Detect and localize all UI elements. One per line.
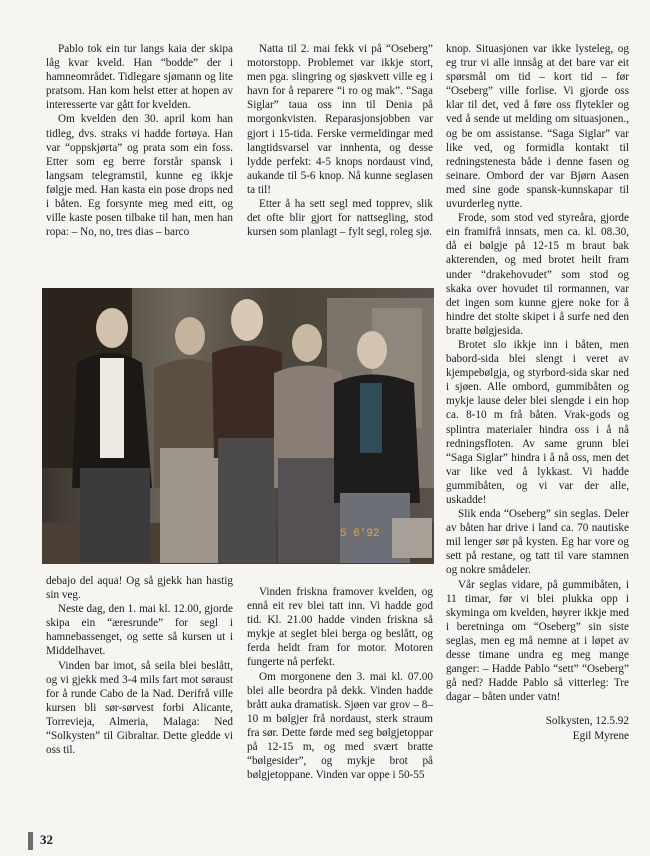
paragraph: Pablo tok ein tur langs kaia der skipa låg kvar kveld. Han “bodde” der i hamneområdet. Tidlegare sjømann og lite pratsom. Han kom helst etter at hopen av interesserte var gått for kvelden. — [46, 43, 233, 112]
paragraph: Om kvelden den 30. april kom han tidleg, dvs. straks vi hadde fortøya. Han var “oppskjørta” og prata som ein foss. Etter som eg berre forstår spansk i langsam telegramstil, kunne eg ikkje følgje med. Han kasta ein pose drops ned i båten. Eg forsynte meg med eitt, og ville kaste posen tilbake til han, men han ropa: – No, no, tres dias – barco — [46, 113, 233, 239]
column-1-bottom — [46, 574, 233, 757]
paragraph: Natta til 2. mai fekk vi på “Oseberg” motorstopp. Problemet var ikkje stort, men pga. slingring og sjøskvett ville eg i havn for å reparere “i ro og mak”. “Saga Siglar” tauа oss inn til Denia på morgonkvisten. Reparasjonsjobben var gjort i 15-tida. Ferske vermeldingar med langtidsvarsel var innhenta, og dessе lydde perfekt: 4-5 knops nordaust vind, aukande til 5-6 knop. Nå kunne seglasen ta til! — [247, 43, 433, 196]
paragraph: Vinden bar imot, så seila blei beslått, og vi gjekk med 3-4 mils fart mot søraust for å runde Cabo de la Nad. Derifrå ville kursen bli sør-sørvest forbi Alicante, Torrevieja, Almeria, Malaga: Ned “Solkysten” til Gibraltar. Dette gledde vi oss til. — [46, 659, 233, 757]
column-2-bottom — [247, 585, 433, 782]
group-photo — [42, 288, 434, 564]
paragraph: Vinden friskna framover kvelden, og ennå eit rev blei tatt inn. Vi hadde god tid. Kl. 21.00 hadde vinden friskna så mykje at seglet blei berga og beslått, og ferda heldt fram for motor. Motoren fungerte nå perfekt. — [247, 586, 433, 669]
paragraph: Brotet slo ikkje inn i båten, men babord-sida blei slengt i veret av kjempebølgja, og styrbord-sida skar ned i sjøen. Alle ombord, gummibåten og mykje lause deler blei slengde i ein hop ca. 8-10 m frå båten. Vrak-gods og splintra materialer hindra oss i å nå redningsfloten. Av same grunn blei “Saga Siglar” hindra i å nå oss, men det var like ved å lykkast. Vi hadde gummibåten, og vi var der alle, uskadde! — [446, 338, 629, 506]
signature-place-date: Solkysten, 12.5.92 — [545, 715, 629, 728]
folio-bar — [28, 832, 33, 850]
paragraph: Frode, som stod ved styreåra, gjorde ein framifrå innsats, men ca. kl. 08.30, då ei bølgje på 12-15 m braut bak akterenden, og med brotet heilt fram under “drakehovudet” som stod og skaka over hovudet til rormannen, var det ingen som kunne gjere noke for å hindre det stolte skipet i å surfe ned den bratte bølgjesida. — [446, 212, 629, 337]
column-1-top — [46, 42, 233, 239]
photo-date-stamp: 5 6'92 — [340, 528, 380, 540]
page-number: 32 — [40, 832, 53, 847]
column-2-top — [247, 42, 433, 239]
paragraph: Slik enda “Oseberg” sin seglas. Deler av båten har drive i land ca. 70 nautiske mil lenger sør på kysten. Eg har vore og sett på restane, og tatt til vare stamnen og nokre smådeler. — [446, 508, 629, 577]
paragraph: knop. Situasjonen var ikke lysteleg, og eg trur vi alle innsåg at det bare var eit spørsmål om tid – kort tid – før “Oseberg” ville forlise. Vi gjorde oss klar til det, ved å førе oss flytekler og ved å sende ut melding om situasjonen., og be om assistanse. “Saga Siglar” var like ved, og formidla kontakt til redningstenesta både i denne fasen og seinare. Ombord der var Bjørn Aasen med sine gode spansk-kunnskapar til uvurderleg nytte. — [446, 43, 629, 211]
paragraph: Etter å ha sett segl med topprev, slik det ofte blir gjort for nattsegling, stod kursen som planlagt – fylt segl, roleg sjø. — [247, 198, 433, 239]
paragraph: Neste dag, den 1. mai kl. 12.00, gjorde skipa ein “æresrunde” for segl i hamnebassenget, og sette så kursen ut i Middelhavet. — [46, 603, 233, 658]
paragraph: debajo del aqua! Og så gjekk han hastig sin veg. — [46, 575, 233, 602]
paragraph: Om morgonene den 3. mai kl. 07.00 blei alle beordra på dekk. Vinden hadde brått auka dramatisk. Sjøen var grov – 8–10 m bølgjer frå nordaust, sterk straum fra sør. Dette førde med seg bølgjetoppar på 12-15 m, og med svært bratte “bølgesider”, og mykje brot på bølgjetoppane. Vinden var oppe i 50-55 — [247, 670, 433, 782]
column-3 — [446, 42, 629, 743]
signature-author: Egil Myrene — [572, 729, 629, 742]
paragraph: Vår seglas vidare, på gummibåten, i 11 timar, før vi blei plukka opp i skyminga om kvelden, høyrer ikkje med i beretninga om “Oseberg” sin siste seglas, men eg må nemne at i løpet av desse timane undra eg meg mange ganger: – Hadde Pablo “sett” “Oseberg” gå ned? Hadde Pablo så vitterleg: Tre dagar – båten under vatn! — [446, 578, 629, 704]
